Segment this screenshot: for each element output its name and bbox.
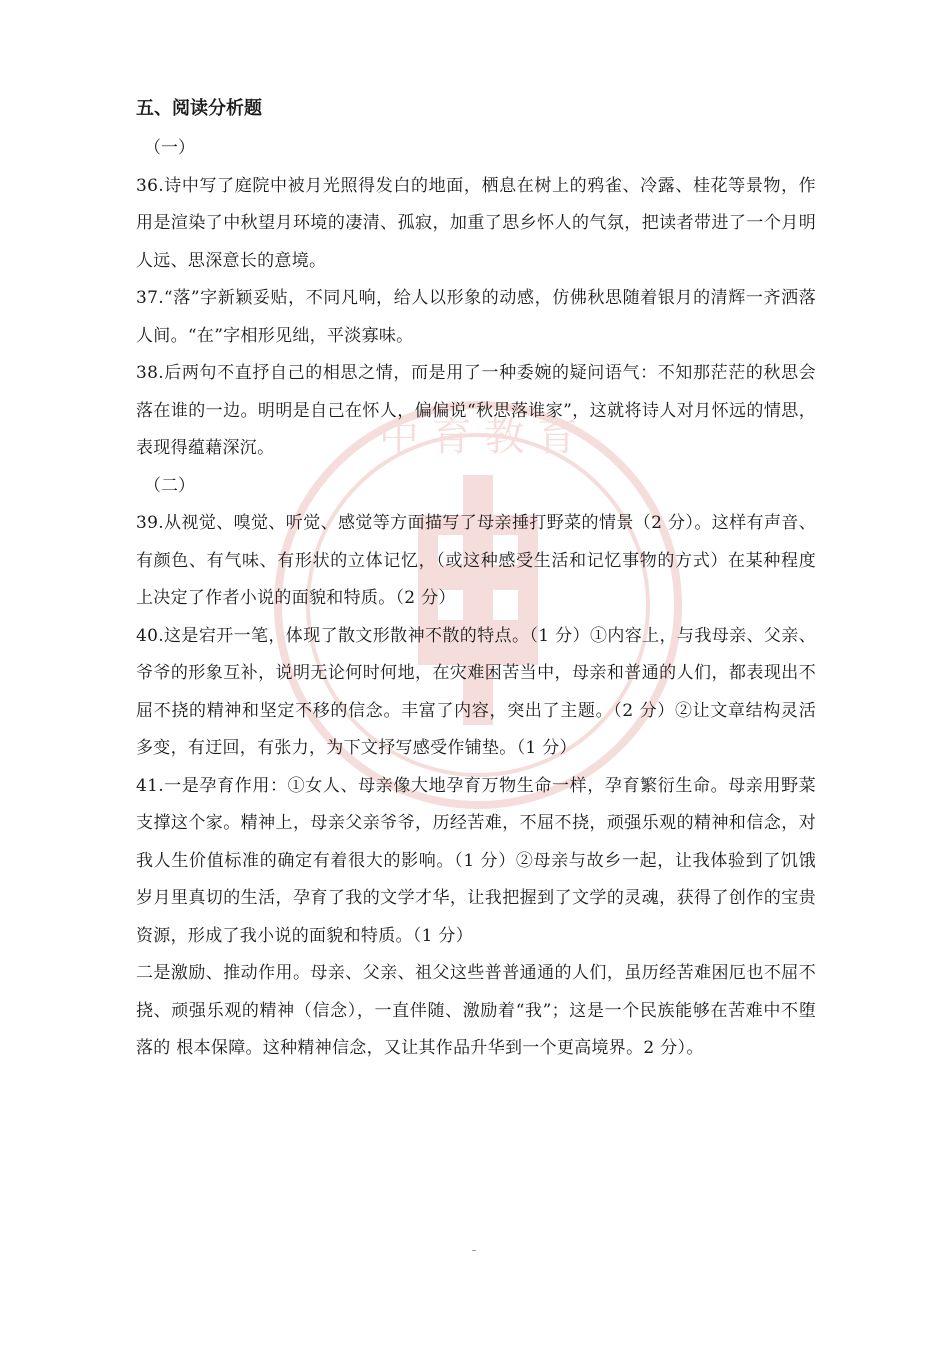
- part-label-1: （一）: [144, 138, 195, 158]
- page-mark: [472, 1250, 476, 1251]
- part-label-2: （二）: [144, 475, 195, 496]
- section-title: 五、阅读分析题: [136, 98, 262, 119]
- answer-36: 36.诗中写了庭院中被月光照得发白的地面，栖息在树上的鸦雀、冷露、桂花等景物，作用是渲染了中秋望月环境的凄清、孤寂，加重了思乡怀人的气氛，把读者带进了一个月明人远、思深意长的意境。: [136, 175, 816, 271]
- svg-text:中 育 教 育: 中 育 教 育: [378, 414, 578, 460]
- answer-38: 38.后两句不直抒自己的相思之情，而是用了一种委婉的疑问语气：不知那茫茫的秋思会落在谁的一边。明明是自己在怀人，偏偏说“秋思落谁家”，这就将诗人对月怀远的情思，表现得蕴藉深沉。: [136, 363, 816, 458]
- answer-37: 37.“落”字新颖妥贴，不同凡响，给人以形象的动感，仿佛秋思随着银月的清辉一齐洒落人间。“在”字相形见绌，平淡寡味。: [136, 288, 816, 346]
- answer-39: 39.从视觉、嗅觉、听觉、感觉等方面描写了母亲捶打野菜的情景（2 分）。这样有声音、有颜色、有气味、有形状的立体记忆，（或这种感受生活和记忆事物的方式）在某种程度上决定了作者小说的面貌和特质。（2 分）: [136, 513, 816, 608]
- answer-40: 40.这是宕开一笔，体现了散文形散神不散的特点。（1 分）①内容上，与我母亲、父亲、爷爷的形象互补，说明无论何时何地，在灾难困苦当中，母亲和普通的人们，都表现出不屈不挠的精神和坚定不移的信念。丰富了内容，突出了主题。（2 分）②让文章结构灵活多变，有迂回，有张力，为下文抒写感受作铺垫。（1 分）: [136, 625, 816, 758]
- answer-document: [136, 94, 816, 1068]
- answer-41-part-b: 二是激励、推动作用。母亲、父亲、祖父这些普普通通的人们，虽历经苦难困厄也不屈不挠、顽强乐观的精神（信念），一直伴随、激励着“我”；这是一个民族能够在苦难中不堕落的 根本保障。这种精神信念，又让其作品升华到一个更高境界。2 分）。: [136, 963, 816, 1058]
- answer-41-part-a: 41.一是孕育作用：①女人、母亲像大地孕育万物生命一样，孕育繁衍生命。母亲用野菜支撑这个家。精神上，母亲父亲爷爷，历经苦难，不屈不挠，顽强乐观的精神和信念，对我人生价值标准的确定有着很大的影响。（1 分）②母亲与故乡一起，让我体验到了饥饿岁月里真切的生活，孕育了我的文学才华，让我把握到了文学的灵魂，获得了创作的宝贵资源，形成了我小说的面貌和特质。（1 分）: [136, 775, 816, 946]
